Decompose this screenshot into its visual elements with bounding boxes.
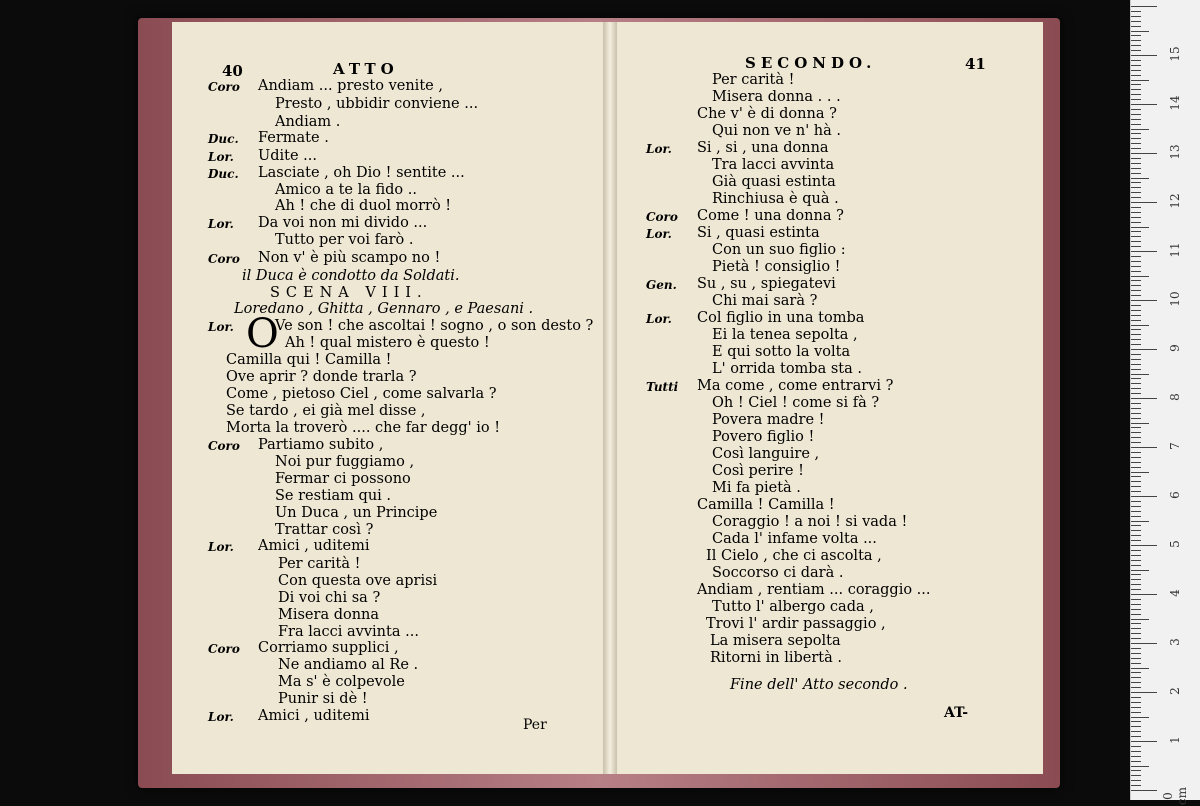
ruler-label: 12: [1168, 193, 1182, 209]
ruler-tick: [1131, 476, 1141, 477]
ruler-tick: [1131, 153, 1157, 154]
text-line: L' orrida tomba sta .: [712, 361, 862, 377]
ruler-tick: [1131, 481, 1141, 482]
ruler-tick: [1131, 756, 1141, 757]
text-line: Come ! una donna ?: [697, 208, 844, 224]
speaker-tag: Coro: [208, 642, 240, 656]
ruler-tick: [1131, 457, 1141, 458]
ruler-tick: [1131, 707, 1141, 708]
text-line: Misera donna: [278, 607, 380, 623]
ruler-tick: [1131, 280, 1141, 281]
text-line: Tutto l' albergo cada ,: [712, 599, 874, 615]
ruler-tick: [1131, 217, 1141, 218]
ruler-tick: [1131, 6, 1157, 7]
ruler-tick: [1131, 295, 1141, 296]
ruler-tick: [1131, 619, 1149, 620]
ruler-tick: [1131, 99, 1141, 100]
ruler-tick: [1131, 560, 1141, 561]
ruler-tick: [1131, 599, 1141, 600]
ruler-tick: [1131, 511, 1141, 512]
text-line: Andiam .: [275, 114, 341, 130]
ruler-tick: [1131, 570, 1149, 571]
ruler-tick: [1131, 344, 1141, 345]
ruler-tick: [1131, 785, 1141, 786]
text-line: Corriamo supplici ,: [258, 640, 399, 656]
speaker-tag: Lor.: [208, 217, 234, 231]
ruler-tick: [1131, 525, 1141, 526]
text-line: Ma come , come entrarvi ?: [697, 378, 894, 394]
text-line: Ritorni in libertà .: [710, 650, 842, 666]
ruler-tick: [1131, 315, 1141, 316]
ruler-tick: [1131, 65, 1141, 66]
ruler-label: 11: [1168, 242, 1182, 258]
ruler-tick: [1131, 589, 1141, 590]
ruler-tick: [1131, 11, 1141, 12]
text-line: Fine dell' Atto secondo .: [730, 677, 908, 693]
ruler-tick: [1131, 75, 1141, 76]
text-line: Ve son ! che ascoltai ! sogno , o son desto ?: [275, 318, 594, 334]
ruler-tick: [1131, 741, 1157, 742]
ruler-tick: [1131, 21, 1141, 22]
text-line: Già quasi estinta: [712, 174, 836, 190]
speaker-tag: Coro: [646, 210, 678, 224]
ruler-tick: [1131, 388, 1141, 389]
ruler-tick: [1131, 516, 1141, 517]
ruler-tick: [1131, 672, 1141, 673]
ruler-tick: [1131, 89, 1141, 90]
text-line: Che v' è di donna ?: [697, 106, 837, 122]
ruler-tick: [1131, 506, 1141, 507]
ruler-tick: [1131, 452, 1141, 453]
ruler-tick: [1131, 339, 1141, 340]
ruler-tick: [1131, 584, 1141, 585]
speaker-tag: Lor.: [646, 227, 672, 241]
ruler-tick: [1131, 393, 1141, 394]
text-line: Con questa ove aprisi: [278, 573, 438, 589]
ruler-label: 13: [1168, 144, 1182, 160]
text-line: Coraggio ! a noi ! si vada !: [712, 514, 908, 530]
ruler-tick: [1131, 305, 1141, 306]
text-line: E qui sotto la volta: [712, 344, 851, 360]
ruler-tick: [1131, 138, 1141, 139]
ruler-tick: [1131, 697, 1141, 698]
text-line: Se tardo , ei già mel disse ,: [226, 403, 426, 419]
ruler-tick: [1131, 300, 1157, 301]
text-line: Tra lacci avvinta: [712, 157, 835, 173]
ruler-tick: [1131, 182, 1141, 183]
ruler-tick: [1131, 403, 1141, 404]
ruler-tick: [1131, 663, 1141, 664]
text-line: Per carità !: [278, 556, 361, 572]
text-line: Qui non ve n' hà .: [712, 123, 842, 139]
text-line: Soccorso ci darà .: [712, 565, 844, 581]
ruler-tick: [1131, 133, 1141, 134]
ruler-tick: [1131, 496, 1157, 497]
ruler-tick: [1131, 540, 1141, 541]
ruler-tick: [1131, 579, 1141, 580]
ruler-tick: [1131, 427, 1141, 428]
ruler-tick: [1131, 687, 1141, 688]
ruler-tick: [1131, 413, 1141, 414]
text-line: Se restiam qui .: [275, 488, 392, 504]
ruler-tick: [1131, 766, 1149, 767]
ruler-tick: [1131, 349, 1157, 350]
ruler-tick: [1131, 271, 1141, 272]
text-line: Su , su , spiegatevi: [697, 276, 836, 292]
ruler-tick: [1131, 491, 1141, 492]
ruler-label: 14: [1168, 95, 1182, 111]
ruler-tick: [1131, 535, 1141, 536]
ruler-tick: [1131, 256, 1141, 257]
ruler-label: 9: [1168, 344, 1182, 352]
text-line: Lasciate , oh Dio ! sentite ...: [258, 165, 465, 181]
ruler-tick: [1131, 55, 1157, 56]
ruler-label: 0 cm: [1161, 786, 1189, 806]
text-line: Così perire !: [712, 463, 804, 479]
ruler-tick: [1131, 143, 1141, 144]
text-line: Di voi chi sa ?: [278, 590, 381, 606]
text-line: Andiam ... presto venite ,: [258, 78, 443, 94]
ruler-tick: [1131, 202, 1157, 203]
text-line: Trovi l' ardir passaggio ,: [706, 616, 886, 632]
speaker-tag: Coro: [208, 80, 240, 94]
ruler-tick: [1131, 432, 1141, 433]
text-line: Amici , uditemi: [258, 708, 370, 724]
ruler-tick: [1131, 231, 1141, 232]
ruler-tick: [1131, 614, 1141, 615]
ruler-label: 15: [1168, 46, 1182, 62]
text-line: Noi pur fuggiamo ,: [275, 454, 415, 470]
text-line: Camilla ! Camilla !: [697, 497, 835, 513]
ruler-tick: [1131, 119, 1141, 120]
ruler-tick: [1131, 702, 1141, 703]
text-line: Andiam , rentiam ... coraggio ...: [697, 582, 931, 598]
text-line: Col figlio in una tomba: [697, 310, 865, 326]
ruler-tick: [1131, 790, 1157, 791]
ruler-tick: [1131, 187, 1141, 188]
ruler-tick: [1131, 334, 1141, 335]
text-line: il Duca è condotto da Soldati.: [242, 268, 460, 284]
page-number-right: 41: [965, 55, 986, 73]
speaker-tag: Lor.: [646, 312, 672, 326]
speaker-tag: Tutti: [646, 380, 679, 394]
ruler-label: 1: [1168, 736, 1182, 744]
ruler-tick: [1131, 462, 1141, 463]
ruler-label: 7: [1168, 442, 1182, 450]
ruler-tick: [1131, 712, 1141, 713]
ruler-tick: [1131, 609, 1141, 610]
ruler-tick: [1131, 648, 1141, 649]
ruler-tick: [1131, 310, 1141, 311]
ruler-tick: [1131, 770, 1141, 771]
text-line: Morta la troverò .... che far degg' io !: [226, 420, 501, 436]
text-line: Il Cielo , che ci ascolta ,: [706, 548, 882, 564]
ruler-tick: [1131, 467, 1141, 468]
text-line: Amici , uditemi: [258, 538, 370, 554]
text-line: Fermate .: [258, 130, 329, 146]
ruler-tick: [1131, 109, 1141, 110]
ruler-tick: [1131, 378, 1141, 379]
ruler-tick: [1131, 398, 1157, 399]
text-line: Tutto per voi farò .: [275, 232, 414, 248]
ruler-tick: [1131, 668, 1149, 669]
ruler-tick: [1131, 628, 1141, 629]
text-line: Così languire ,: [712, 446, 820, 462]
ruler-tick: [1131, 383, 1141, 384]
ruler-label: 8: [1168, 393, 1182, 401]
text-line: Un Duca , un Principe: [275, 505, 438, 521]
ruler-tick: [1131, 521, 1149, 522]
text-line: Rinchiusa è quà .: [712, 191, 839, 207]
ruler-tick: [1131, 437, 1141, 438]
catchword-right: AT-: [944, 705, 969, 721]
ruler-label: 4: [1168, 589, 1182, 597]
speaker-tag: Lor.: [208, 540, 234, 554]
catchword-left: Per: [523, 717, 547, 733]
ruler-tick: [1131, 236, 1141, 237]
ruler-tick: [1131, 261, 1141, 262]
ruler-tick: [1131, 40, 1141, 41]
text-line: Ei la tenea sepolta ,: [712, 327, 858, 343]
ruler-tick: [1131, 227, 1149, 228]
ruler-tick: [1131, 290, 1141, 291]
speaker-tag: Lor.: [646, 142, 672, 156]
ruler-label: 6: [1168, 491, 1182, 499]
ruler-tick: [1131, 241, 1141, 242]
ruler-tick: [1131, 320, 1141, 321]
ruler-tick: [1131, 472, 1149, 473]
ruler-tick: [1131, 369, 1141, 370]
ruler-tick: [1131, 60, 1141, 61]
ruler-tick: [1131, 726, 1141, 727]
ruler-tick: [1131, 84, 1141, 85]
text-line: Misera donna . . .: [712, 89, 841, 105]
ruler-tick: [1131, 168, 1141, 169]
ruler-tick: [1131, 717, 1149, 718]
ruler-tick: [1131, 721, 1141, 722]
text-line: Non v' è più scampo no !: [258, 250, 441, 266]
text-line: Mi fa pietà .: [712, 480, 801, 496]
ruler-tick: [1131, 94, 1141, 95]
text-line: Ma s' è colpevole: [278, 674, 405, 690]
ruler-tick: [1131, 192, 1141, 193]
ruler-tick: [1131, 653, 1141, 654]
ruler-tick: [1131, 442, 1141, 443]
ruler-tick: [1131, 45, 1141, 46]
ruler-tick: [1131, 16, 1141, 17]
ruler-tick: [1131, 364, 1141, 365]
text-line: Partiamo subito ,: [258, 437, 384, 453]
ruler-tick: [1131, 212, 1141, 213]
speaker-tag: Duc.: [208, 132, 239, 146]
ruler-tick: [1131, 594, 1157, 595]
text-line: Ah ! che di duol morrò !: [275, 198, 452, 214]
ruler-tick: [1131, 780, 1141, 781]
ruler-tick: [1131, 222, 1141, 223]
speaker-tag: Lor.: [208, 710, 234, 724]
page-header-left: ATTO: [333, 60, 399, 78]
ruler-tick: [1131, 555, 1141, 556]
ruler-tick: [1131, 677, 1141, 678]
speaker-tag: Lor.: [208, 320, 234, 334]
book-gutter: [603, 22, 617, 774]
text-line: Camilla qui ! Camilla !: [226, 352, 392, 368]
ruler-tick: [1131, 423, 1149, 424]
ruler-label: 10: [1168, 291, 1182, 307]
text-line: Cada l' infame volta ...: [712, 531, 877, 547]
ruler-tick: [1131, 285, 1141, 286]
ruler-tick: [1131, 163, 1141, 164]
ruler-tick: [1131, 148, 1141, 149]
text-line: Oh ! Ciel ! come si fà ?: [712, 395, 880, 411]
ruler-tick: [1131, 604, 1141, 605]
ruler-tick: [1131, 682, 1141, 683]
ruler-tick: [1131, 374, 1149, 375]
text-line: Si , quasi estinta: [697, 225, 820, 241]
text-line: SCENA VIII.: [270, 285, 428, 301]
ruler-tick: [1131, 329, 1141, 330]
ruler-tick: [1131, 35, 1141, 36]
text-line: Chi mai sarà ?: [712, 293, 818, 309]
ruler-tick: [1131, 643, 1157, 644]
speaker-tag: Lor.: [208, 150, 234, 164]
text-line: Con un suo figlio :: [712, 242, 846, 258]
ruler-tick: [1131, 761, 1141, 762]
ruler-tick: [1131, 623, 1141, 624]
text-line: Per carità !: [712, 72, 795, 88]
text-line: Ove aprir ? donde trarla ?: [226, 369, 417, 385]
text-line: Trattar così ?: [275, 522, 374, 538]
speaker-tag: Coro: [208, 252, 240, 266]
text-line: Si , si , una donna: [697, 140, 829, 156]
ruler-tick: [1131, 359, 1141, 360]
page-number-left: 40: [222, 62, 243, 80]
page-header-right: SECONDO.: [745, 54, 877, 72]
ruler-tick: [1131, 574, 1141, 575]
ruler-tick: [1131, 746, 1141, 747]
text-line: Ne andiamo al Re .: [278, 657, 419, 673]
text-line: Fermar ci possono: [275, 471, 411, 487]
text-line: Udite ...: [258, 148, 317, 164]
text-line: Povero figlio !: [712, 429, 815, 445]
text-line: Povera madre !: [712, 412, 825, 428]
ruler-tick: [1131, 692, 1157, 693]
ruler-tick: [1131, 80, 1149, 81]
speaker-tag: Coro: [208, 439, 240, 453]
ruler-tick: [1131, 565, 1141, 566]
ruler-tick: [1131, 775, 1141, 776]
text-line: Da voi non mi divido ...: [258, 215, 428, 231]
ruler-tick: [1131, 633, 1141, 634]
ruler-tick: [1131, 124, 1141, 125]
text-line: Pietà ! consiglio !: [712, 259, 841, 275]
text-line: Amico a te la fido ..: [275, 182, 417, 198]
ruler-tick: [1131, 751, 1141, 752]
measuring-ruler: [1130, 0, 1200, 806]
ruler-tick: [1131, 486, 1141, 487]
ruler-tick: [1131, 731, 1141, 732]
ruler-tick: [1131, 354, 1141, 355]
ruler-label: 5: [1168, 540, 1182, 548]
ruler-tick: [1131, 501, 1141, 502]
ruler-tick: [1131, 173, 1141, 174]
ruler-label: 3: [1168, 638, 1182, 646]
ruler-tick: [1131, 545, 1157, 546]
ruler-tick: [1131, 325, 1149, 326]
ruler-tick: [1131, 251, 1157, 252]
ruler-tick: [1131, 736, 1141, 737]
ruler-tick: [1131, 550, 1141, 551]
speaker-tag: Gen.: [646, 278, 677, 292]
ruler-tick: [1131, 276, 1149, 277]
ruler-tick: [1131, 26, 1141, 27]
ruler-tick: [1131, 447, 1157, 448]
ruler-tick: [1131, 197, 1141, 198]
text-line: La misera sepolta: [710, 633, 841, 649]
ruler-tick: [1131, 638, 1141, 639]
ruler-tick: [1131, 129, 1149, 130]
ruler-tick: [1131, 104, 1157, 105]
ruler-label: 2: [1168, 687, 1182, 695]
text-line: Come , pietoso Ciel , come salvarla ?: [226, 386, 497, 402]
ruler-tick: [1131, 158, 1141, 159]
text-line: Presto , ubbidir conviene ...: [275, 96, 479, 112]
ruler-tick: [1131, 246, 1141, 247]
ruler-tick: [1131, 658, 1141, 659]
ruler-tick: [1131, 178, 1149, 179]
text-line: Ah ! qual mistero è questo !: [285, 335, 490, 351]
ruler-tick: [1131, 50, 1141, 51]
text-line: Loredano , Ghitta , Gennaro , e Paesani .: [234, 301, 534, 317]
ruler-tick: [1131, 207, 1141, 208]
drop-cap: O: [246, 311, 279, 357]
text-line: Punir si dè !: [278, 691, 368, 707]
ruler-tick: [1131, 418, 1141, 419]
ruler-tick: [1131, 266, 1141, 267]
ruler-tick: [1131, 114, 1141, 115]
text-line: Fra lacci avvinta ...: [278, 624, 419, 640]
speaker-tag: Duc.: [208, 167, 239, 181]
ruler-tick: [1131, 70, 1141, 71]
ruler-tick: [1131, 31, 1149, 32]
ruler-tick: [1131, 408, 1141, 409]
ruler-tick: [1131, 530, 1141, 531]
